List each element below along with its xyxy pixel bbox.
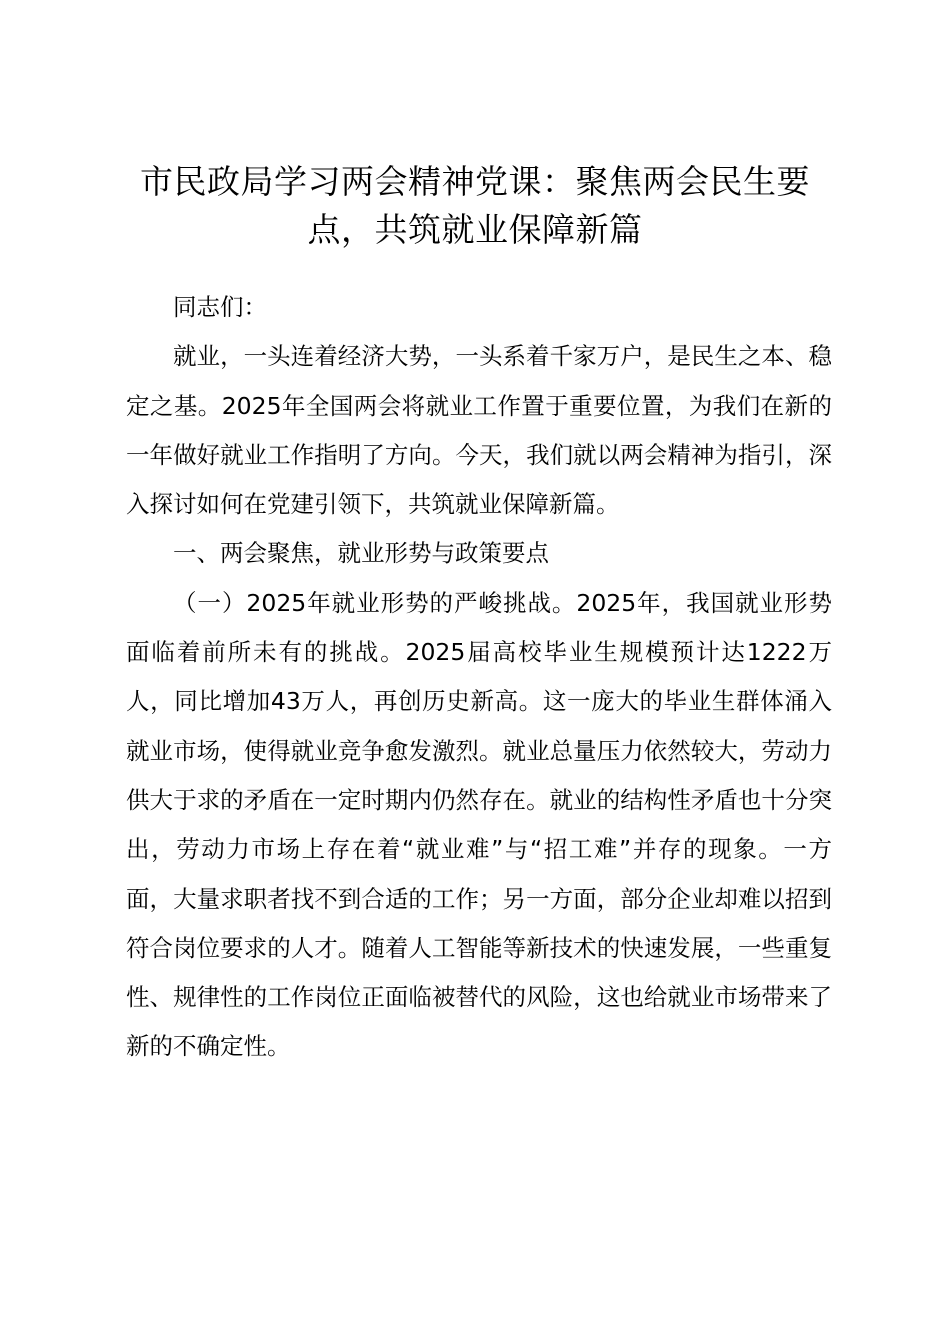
intro-paragraph: 就业，一头连着经济大势，一头系着千家万户，是民生之本、稳定之基。2025年全国两会将就业工作置于重要位置，为我们在新的一年做好就业工作指明了方向。今天，我们就以两会精神为指引，深入探讨如何在党建引领下，共筑就业保障新篇。 xyxy=(126,342,832,519)
salutation: 同志们： xyxy=(173,293,267,321)
document-body xyxy=(126,283,832,1072)
section-paragraph: （一）2025年就业形势的严峻挑战。2025年，我国就业形势面临着前所未有的挑战。2025届高校毕业生规模预计达1222万人，同比增加43万人，再创历史新高。这一庞大的毕业生群体涌入就业市场，使得就业竞争愈发激烈。就业总量压力依然较大，劳动力供大于求的矛盾在一定时期内仍然存在。就业的结构性矛盾也十分突出，劳动力市场上存在着“就业难”与“招工难”并存的现象。一方面，大量求职者找不到合适的工作；另一方面，部分企业却难以招到符合岗位要求的人才。随着人工智能等新技术的快速发展，一些重复性、规律性的工作岗位正面临被替代的风险，这也给就业市场带来了新的不确定性。 xyxy=(126,588,832,1061)
document-title: 市民政局学习两会精神党课：聚焦两会民生要点，共筑就业保障新篇 xyxy=(140,162,810,249)
section-heading: 一、两会聚焦，就业形势与政策要点 xyxy=(173,539,549,568)
